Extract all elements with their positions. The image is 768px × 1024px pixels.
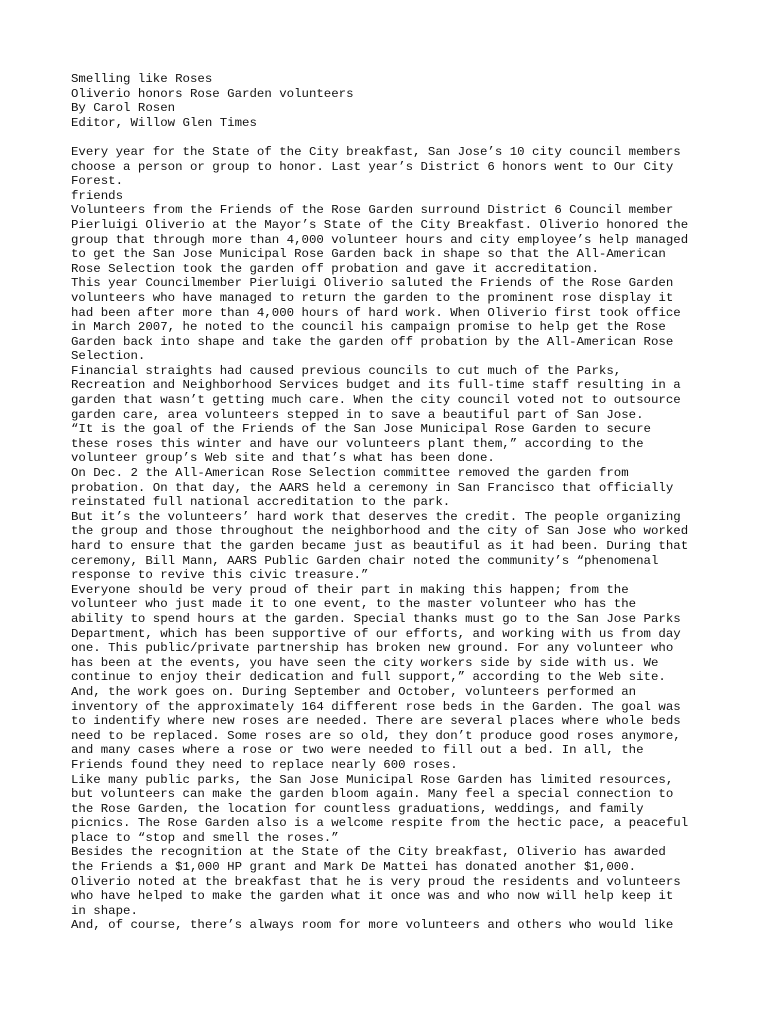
body-line: group that through more than 4,000 volunteer hours and city employee’s help managed bbox=[71, 232, 689, 247]
body-line: Pierluigi Oliverio at the Mayor’s State of the City Breakfast. Oliverio honored the bbox=[71, 217, 689, 232]
body-line: continue to enjoy their dedication and full support,” according to the Web site. bbox=[71, 670, 666, 685]
article-header bbox=[71, 72, 711, 130]
body-line: This year Councilmember Pierluigi Oliverio saluted the Friends of the Rose Garden bbox=[71, 276, 674, 291]
body-line: response to revive this civic treasure.” bbox=[71, 568, 369, 583]
body-line: “It is the goal of the Friends of the San Jose Municipal Rose Garden to secure bbox=[71, 422, 651, 437]
body-line: Everyone should be very proud of their part in making this happen; from the bbox=[71, 582, 629, 597]
body-line: the group and those throughout the neighborhood and the city of San Jose who worked bbox=[71, 524, 689, 539]
body-line: the Friends a $1,000 HP grant and Mark De Mattei has donated another $1,000. bbox=[71, 860, 637, 875]
body-line: in shape. bbox=[71, 903, 138, 918]
body-line: choose a person or group to honor. Last year’s District 6 honors went to Our City bbox=[71, 159, 674, 174]
body-line: Recreation and Neighborhood Services budget and its full-time staff resulting in a bbox=[71, 378, 681, 393]
body-line: Friends found they need to replace nearly 600 roses. bbox=[71, 757, 458, 772]
body-line: ability to spend hours at the garden. Special thanks must go to the San Jose Parks bbox=[71, 611, 681, 626]
body-line: Every year for the State of the City breakfast, San Jose’s 10 city council members bbox=[71, 144, 681, 159]
body-line: who have helped to make the garden what it once was and who now will help keep it bbox=[71, 889, 674, 904]
body-line: one. This public/private partnership has broken new ground. For any volunteer who bbox=[71, 641, 674, 656]
body-line: On Dec. 2 the All-American Rose Selection committee removed the garden from bbox=[71, 466, 629, 481]
body-line: volunteer who just made it to one event, to the master volunteer who has the bbox=[71, 597, 637, 612]
body-line: And, of course, there’s always room for more volunteers and others who would like bbox=[71, 918, 674, 933]
body-line: but volunteers can make the garden bloom again. Many feel a special connection to bbox=[71, 787, 674, 802]
body-line: Rose Selection took the garden off probation and gave it accreditation. bbox=[71, 261, 599, 276]
body-line: Selection. bbox=[71, 349, 146, 364]
article-body bbox=[71, 145, 711, 933]
body-line: picnics. The Rose Garden also is a welcome respite from the hectic pace, a peaceful bbox=[71, 816, 689, 831]
body-line: Volunteers from the Friends of the Rose Garden surround District 6 Council member bbox=[71, 203, 674, 218]
article-title: Smelling like Roses bbox=[71, 72, 213, 86]
body-line: hard to ensure that the garden became just as beautiful as it had been. During that bbox=[71, 539, 689, 553]
body-line: in March 2007, he noted to the council his campaign promise to help get the Rose bbox=[71, 320, 666, 335]
body-line: to indentify where new roses are needed. There are several places where whole beds bbox=[71, 714, 681, 729]
body-line: had been after more than 4,000 hours of hard work. When Oliverio first took office bbox=[71, 305, 681, 320]
body-line: need to be replaced. Some roses are so old, they don’t produce good roses anymore, bbox=[71, 728, 681, 743]
body-line: And, the work goes on. During September and October, volunteers performed an bbox=[71, 684, 637, 699]
body-line: reinstated full national accreditation to the park. bbox=[71, 495, 451, 510]
body-line: volunteer group’s Web site and that’s what has been done. bbox=[71, 451, 495, 466]
body-line: ceremony, Bill Mann, AARS Public Garden chair noted the community’s “phenomenal bbox=[71, 553, 659, 568]
body-line: inventory of the approximately 164 different rose beds in the Garden. The goal was bbox=[71, 699, 681, 714]
body-line: these roses this winter and have our volunteers plant them,” according to the bbox=[71, 436, 644, 451]
body-line: place to “stop and smell the roses.” bbox=[71, 830, 339, 845]
body-line: Financial straights had caused previous councils to cut much of the Parks, bbox=[71, 363, 622, 378]
body-line: Besides the recognition at the State of the City breakfast, Oliverio has awarded bbox=[71, 845, 666, 860]
body-line: Oliverio noted at the breakfast that he is very proud the residents and volunteers bbox=[71, 874, 681, 889]
article-subtitle: Oliverio honors Rose Garden volunteers bbox=[71, 86, 354, 101]
body-line: garden that wasn’t getting much care. When the city council voted not to outsource bbox=[71, 393, 681, 408]
document-page bbox=[71, 72, 711, 933]
body-line: the Rose Garden, the location for countless graduations, weddings, and family bbox=[71, 801, 644, 816]
body-line: Forest. bbox=[71, 174, 124, 189]
body-line: probation. On that day, the AARS held a ceremony in San Francisco that officially bbox=[71, 480, 674, 495]
body-line: Garden back into shape and take the garden off probation by the All-American Rose bbox=[71, 334, 674, 349]
body-line: to get the San Jose Municipal Rose Garden back in shape so that the All-American bbox=[71, 247, 666, 262]
header-spacer bbox=[71, 130, 711, 145]
body-line: But it’s the volunteers’ hard work that deserves the credit. The people organizing bbox=[71, 509, 681, 524]
body-line: Like many public parks, the San Jose Municipal Rose Garden has limited resources, bbox=[71, 772, 674, 787]
body-line: Department, which has been supportive of our efforts, and working with us from day bbox=[71, 626, 681, 641]
body-line: and many cases where a rose or two were needed to fill out a bed. In all, the bbox=[71, 743, 644, 758]
body-line: garden care, area volunteers stepped in to save a beautiful part of San Jose. bbox=[71, 407, 644, 422]
body-line: volunteers who have managed to return the garden to the prominent rose display it bbox=[71, 290, 674, 305]
body-line: friends bbox=[71, 188, 124, 203]
body-line: has been at the events, you have seen the city workers side by side with us. We bbox=[71, 655, 659, 670]
article-byline: By Carol Rosen bbox=[71, 101, 176, 116]
author-title: Editor, Willow Glen Times bbox=[71, 115, 257, 130]
